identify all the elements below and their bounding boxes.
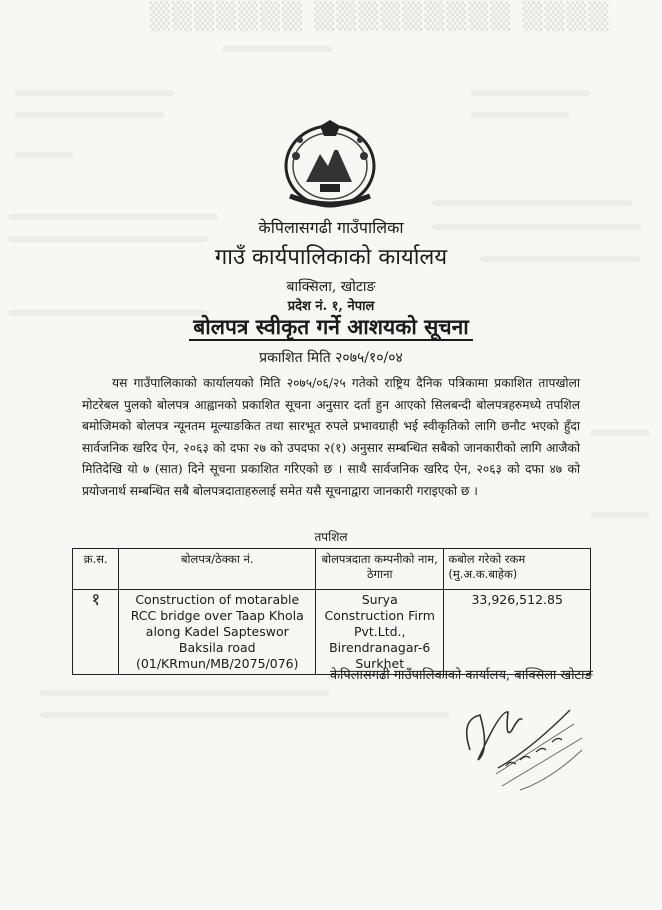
bid-table — [72, 548, 591, 675]
nepal-emblem-icon — [276, 116, 384, 212]
published-date: प्रकाशित मिति २०७५/१०/०४ — [259, 350, 403, 366]
header-bidder: बोलपत्रदाता कम्पनीको नाम, ठेगाना — [316, 549, 444, 590]
office-name: गाउँ कार्यपालिकाको कार्यालय — [214, 245, 448, 270]
bleed-through-line — [40, 690, 330, 696]
table-row — [73, 590, 591, 675]
cell-sn: १ — [73, 590, 119, 675]
header-sn: क्र.स. — [73, 549, 119, 590]
bleed-through-title: ▒▒▒▒▒▒▒ ▒▒▒▒▒▒▒▒▒ ▒▒▒▒ — [150, 2, 611, 32]
notice-title: बोलपत्र स्वीकृत गर्ने आशयको सूचना — [189, 314, 472, 341]
bleed-through-line — [470, 90, 590, 96]
details-label: तपशिल — [314, 530, 348, 544]
bleed-through-line — [14, 90, 174, 96]
cell-amount: 33,926,512.85 — [444, 590, 591, 675]
notice-title-wrap — [0, 313, 662, 341]
notice-paragraph: यस गाउँपालिकाको कार्यालयको मिति २०७५/०६/२५ गतेको राष्ट्रिय दैनिक पत्रिकामा प्रकाशित तापखोला मोटरेबल पुलको बोलपत्र आह्वानको प्रकाशित सूचना अनुसार दर्ता हुन आएको सिलबन्दी बोलपत्रहरुमध्ये तपशिल बमोजिमको बोलपत्र न्यूनतम मूल्याङकित तथा सारभूत रुपले प्रभावग्राही भई स्वीकृतिको लागि छनौट भएको हुँदा सार्वजनिक खरिद ऐन, २०६३ को दफा २७ को उपदफा २(१) अनुसार सम्बन्धित सबैको जानकारीको लागि आजैको मितिदेखि यो ७ (सात) दिने सूचना प्रकाशित गरिएको छ । साथै सार्वजनिक खरिद ऐन, २०६३ को दफा ४७ को प्रयोजनार्थ सम्बन्धित सबै बोलपत्रदाताहरुलाई समेत यसै सूचनाद्वारा जानकारी गराइएको छ । — [82, 376, 580, 498]
bleed-through-line — [470, 112, 570, 118]
table-header-row — [73, 549, 591, 590]
bleed-through-line — [432, 200, 632, 206]
office-location: बाक्सिला, खोटाङ — [286, 279, 376, 295]
bleed-through-line — [590, 512, 650, 518]
signature-stamp-icon — [450, 690, 590, 805]
header-amount: कबोल गरेको रकम (मु.अ.क.बाहेक) — [444, 549, 591, 590]
bleed-through-line — [14, 152, 74, 158]
bleed-through-line — [222, 46, 332, 52]
province-line: प्रदेश नं. १, नेपाल — [287, 299, 375, 314]
header-contract: बोलपत्र/ठेक्का नं. — [119, 549, 316, 590]
footer-office-line: केपिलासगढी गाउँपालिकाको कार्यालय, बाक्सिला खोटाङ — [330, 668, 593, 683]
cell-bidder: Surya Construction Firm Pvt.Ltd., Birendranagar-6 Surkhet — [316, 590, 444, 675]
municipality-name: केपिलासगढी गाउँपालिका — [258, 218, 404, 237]
bleed-through-line — [590, 430, 650, 436]
bleed-through-line — [40, 712, 450, 718]
cell-contract: Construction of motarable RCC bridge over Taap Khola along Kadel Sapteswor Baksila road (01/KRmun/MB/2075/076) — [119, 590, 316, 675]
bleed-through-line — [14, 112, 164, 118]
